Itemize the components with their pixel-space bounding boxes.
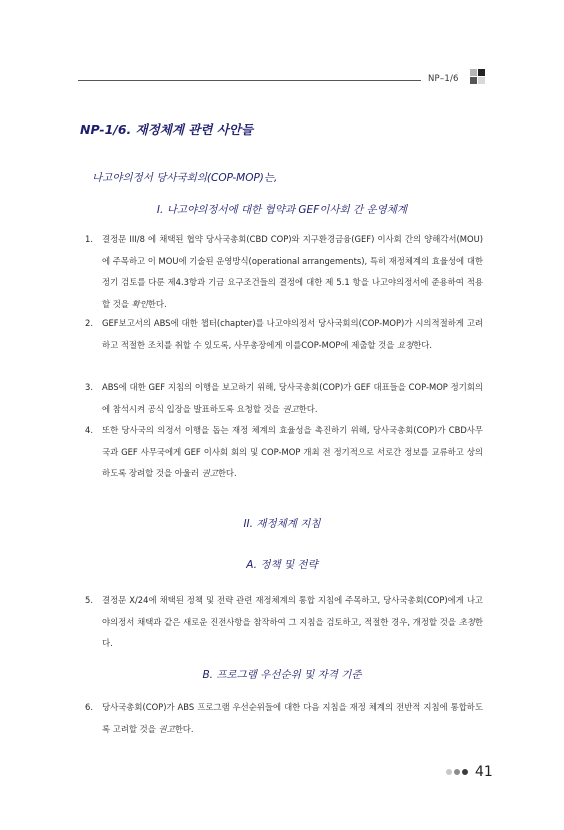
paragraph-6 bbox=[85, 697, 483, 740]
paragraph-number: 5. bbox=[85, 595, 93, 605]
heading-4: B. 프로그램 우선순위 및 자격 기준 bbox=[202, 669, 362, 681]
paragraph-body bbox=[102, 420, 483, 485]
paragraph-number: 6. bbox=[85, 702, 93, 712]
paragraph-number: 2. bbox=[85, 318, 93, 328]
paragraph-emphasis: 권고 bbox=[158, 723, 175, 734]
header-square-mark-icon bbox=[470, 69, 485, 84]
paragraph-text: ABS에 대한 GEF 지침의 이행을 보고하기 위해, 당사국총회(COP)가 GEF 대표들을 COP-MOP 정기회의에 참석시켜 공식 입장을 발표하도록 요청할 것을 bbox=[102, 382, 483, 414]
paragraph-body bbox=[102, 590, 483, 655]
paragraph-emphasis: 확인 bbox=[131, 298, 148, 309]
paragraph-emphasis: 권고 bbox=[201, 468, 218, 478]
paragraph-2 bbox=[85, 313, 483, 356]
paragraph-text: GEF보고서의 ABS에 대한 챕터(chapter)를 나고야의정서 당사국회의(COP-MOP)가 시의적절하게 고려하고 적절한 조치를 취할 수 있도록, 사무총장에게 이를COP-MOP에 제출할 것을 bbox=[102, 318, 483, 350]
paragraph-body bbox=[102, 229, 483, 315]
heading-3: A. 정책 및 전략 bbox=[246, 559, 318, 571]
paragraph-body bbox=[102, 313, 483, 356]
header-document-code: NP–1/6 bbox=[428, 74, 459, 84]
paragraph-number: 4. bbox=[85, 425, 93, 435]
paragraph-number: 3. bbox=[85, 382, 93, 392]
paragraph-4 bbox=[85, 420, 483, 485]
paragraph-3 bbox=[85, 377, 483, 420]
paragraph-tail: 한다. bbox=[102, 616, 483, 648]
paragraph-body bbox=[102, 697, 483, 740]
paragraph-tail: 한다. bbox=[413, 339, 433, 350]
paragraph-text: 결정문 III/8 에 채택된 협약 당사국총회(CBD COP)와 지구환경금융(GEF) 이사회 간의 양해각서(MOU)에 주목하고 이 MOU에 기술된 운영방식(operational arrangements), 특히 재정체계의 효율성에 대한 정기 검토를 다룬 제4.3항과 기금 요구조건들의 결정에 대한 제 5.1 항을 나고야의정서에 준용하여 적용할 것을 bbox=[102, 234, 483, 309]
paragraph-body bbox=[102, 377, 483, 420]
paragraph-text: 또한 당사국의 의정서 이행을 돕는 재정 체계의 효율성을 촉진하기 위해, 당사국총회(COP)가 CBD사무국과 GEF 사무국에게 GEF 이사회 회의 및 COP-MOP 개최 전 정기적으로 서로간 정보를 교류하고 상의하도록 장려할 것을 아울러 bbox=[102, 425, 483, 478]
paragraph-tail: 한다. bbox=[217, 468, 237, 478]
footer-dots-icon bbox=[446, 769, 468, 775]
paragraph-tail: 한다. bbox=[174, 723, 194, 734]
paragraph-text: 결정문 X/24에 채택된 정책 및 전략 관련 재정체계의 통합 지침에 주목하고, 당사국총회(COP)에게 나고야의정서 채택과 같은 새로운 진전사항을 참작하여 그 지침을 검토하고, 적절한 경우, 개정할 것을 bbox=[102, 595, 483, 627]
header-rule bbox=[78, 80, 421, 81]
page-number: 41 bbox=[475, 764, 493, 780]
paragraph-text: 당사국총회(COP)가 ABS 프로그램 우선순위들에 대한 다음 지침을 재정 체계의 전반적 지침에 통합하도록 고려할 것을 bbox=[102, 702, 483, 734]
paragraph-5 bbox=[85, 590, 483, 655]
paragraph-1 bbox=[85, 229, 483, 315]
heading-2: II. 재정체계 지침 bbox=[243, 518, 321, 530]
paragraph-emphasis: 초청 bbox=[458, 616, 475, 627]
paragraph-emphasis: 요청 bbox=[397, 339, 414, 350]
preamble: 나고야의정서 당사국회의(COP-MOP)는, bbox=[92, 172, 278, 184]
heading-1: I. 나고야의정서에 대한 협약과 GEF이사회 간 운영체계 bbox=[156, 204, 408, 216]
paragraph-number: 1. bbox=[85, 234, 93, 244]
paragraph-tail: 한다. bbox=[298, 403, 318, 414]
page-footer bbox=[446, 764, 493, 780]
paragraph-tail: 한다. bbox=[147, 298, 167, 309]
paragraph-emphasis: 권고 bbox=[282, 403, 299, 414]
section-title: NP-1/6. 재정체계 관련 사안들 bbox=[80, 122, 254, 137]
